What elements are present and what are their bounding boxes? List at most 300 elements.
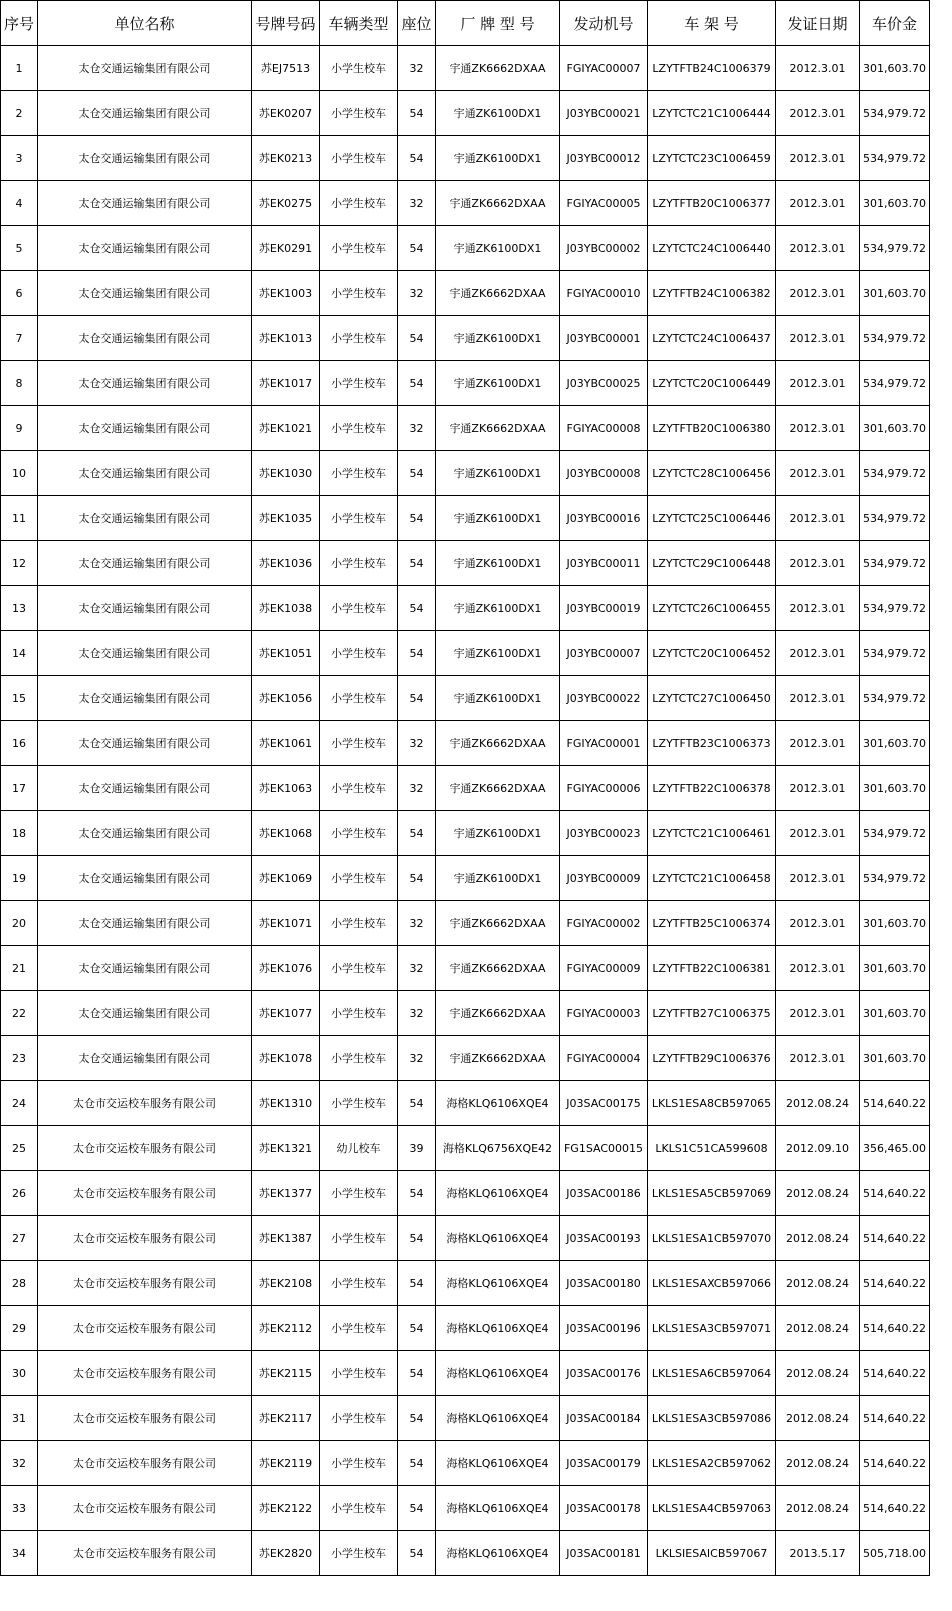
plate-number-cell: 苏EK2112 [252,1306,320,1351]
engine-number-cell: J03YBC00002 [560,226,648,271]
unit-name-cell: 太仓市交运校车服务有限公司 [38,1441,252,1486]
price-cell: 534,979.72 [860,316,930,361]
chassis-number-cell: LZYTCTC26C1006455 [648,586,776,631]
model-cell: 宇通ZK6100DX1 [436,676,560,721]
plate-number-cell: 苏EK1056 [252,676,320,721]
issue-date-cell: 2012.09.10 [776,1126,860,1171]
unit-name-cell: 太仓交通运输集团有限公司 [38,1036,252,1081]
engine-number-cell: J03YBC00025 [560,361,648,406]
engine-number-cell: J03SAC00196 [560,1306,648,1351]
row-index: 13 [1,586,38,631]
vehicle-type-cell: 小学生校车 [320,316,398,361]
seats-cell: 54 [398,1531,436,1576]
price-cell: 301,603.70 [860,991,930,1036]
vehicle-type-cell: 小学生校车 [320,1486,398,1531]
chassis-number-cell: LZYTCTC25C1006446 [648,496,776,541]
header-vehicle-type: 车辆类型 [320,1,398,46]
unit-name-cell: 太仓交通运输集团有限公司 [38,136,252,181]
model-cell: 宇通ZK6662DXAA [436,991,560,1036]
chassis-number-cell: LZYTCTC23C1006459 [648,136,776,181]
row-index: 14 [1,631,38,676]
model-cell: 海格KLQ6106XQE4 [436,1216,560,1261]
model-cell: 宇通ZK6662DXAA [436,271,560,316]
price-cell: 301,603.70 [860,271,930,316]
unit-name-cell: 太仓市交运校车服务有限公司 [38,1216,252,1261]
chassis-number-cell: LZYTCTC20C1006452 [648,631,776,676]
seats-cell: 32 [398,181,436,226]
issue-date-cell: 2012.3.01 [776,811,860,856]
plate-number-cell: 苏EK0207 [252,91,320,136]
engine-number-cell: FGIYAC00005 [560,181,648,226]
plate-number-cell: 苏EK1013 [252,316,320,361]
plate-number-cell: 苏EK1038 [252,586,320,631]
table-row [1,46,930,91]
plate-number-cell: 苏EK1076 [252,946,320,991]
issue-date-cell: 2012.3.01 [776,856,860,901]
table-row [1,1171,930,1216]
seats-cell: 54 [398,1216,436,1261]
row-index: 20 [1,901,38,946]
issue-date-cell: 2012.08.24 [776,1261,860,1306]
price-cell: 514,640.22 [860,1351,930,1396]
seats-cell: 54 [398,1306,436,1351]
table-row [1,541,930,586]
vehicle-type-cell: 小学生校车 [320,181,398,226]
price-cell: 514,640.22 [860,1216,930,1261]
chassis-number-cell: LZYTFTB25C1006374 [648,901,776,946]
row-index: 2 [1,91,38,136]
model-cell: 宇通ZK6662DXAA [436,181,560,226]
table-row [1,766,930,811]
header-index: 序号 [1,1,38,46]
table-row [1,1216,930,1261]
engine-number-cell: J03SAC00186 [560,1171,648,1216]
issue-date-cell: 2012.08.24 [776,1306,860,1351]
vehicle-type-cell: 小学生校车 [320,1351,398,1396]
issue-date-cell: 2012.3.01 [776,901,860,946]
row-index: 3 [1,136,38,181]
price-cell: 534,979.72 [860,361,930,406]
issue-date-cell: 2012.08.24 [776,1486,860,1531]
vehicle-type-cell: 小学生校车 [320,721,398,766]
chassis-number-cell: LKLS1ESA2CB597062 [648,1441,776,1486]
model-cell: 宇通ZK6662DXAA [436,1036,560,1081]
table-body [1,46,930,1576]
plate-number-cell: 苏EK1051 [252,631,320,676]
seats-cell: 54 [398,586,436,631]
chassis-number-cell: LZYTCTC20C1006449 [648,361,776,406]
table-row [1,496,930,541]
price-cell: 514,640.22 [860,1261,930,1306]
table-row [1,181,930,226]
row-index: 6 [1,271,38,316]
seats-cell: 54 [398,361,436,406]
table-row [1,271,930,316]
row-index: 32 [1,1441,38,1486]
engine-number-cell: FGIYAC00002 [560,901,648,946]
price-cell: 534,979.72 [860,856,930,901]
chassis-number-cell: LKLS1ESA3CB597086 [648,1396,776,1441]
model-cell: 海格KLQ6756XQE42 [436,1126,560,1171]
table-row [1,226,930,271]
issue-date-cell: 2012.3.01 [776,496,860,541]
unit-name-cell: 太仓交通运输集团有限公司 [38,496,252,541]
chassis-number-cell: LZYTFTB20C1006380 [648,406,776,451]
engine-number-cell: FGIYAC00003 [560,991,648,1036]
chassis-number-cell: LKLSIESAICB597067 [648,1531,776,1576]
price-cell: 356,465.00 [860,1126,930,1171]
row-index: 33 [1,1486,38,1531]
engine-number-cell: FGIYAC00010 [560,271,648,316]
model-cell: 海格KLQ6106XQE4 [436,1441,560,1486]
price-cell: 301,603.70 [860,406,930,451]
vehicle-type-cell: 幼儿校车 [320,1126,398,1171]
model-cell: 海格KLQ6106XQE4 [436,1306,560,1351]
seats-cell: 54 [398,1351,436,1396]
row-index: 30 [1,1351,38,1396]
table-row [1,631,930,676]
unit-name-cell: 太仓交通运输集团有限公司 [38,946,252,991]
issue-date-cell: 2012.08.24 [776,1396,860,1441]
row-index: 17 [1,766,38,811]
issue-date-cell: 2012.3.01 [776,406,860,451]
row-index: 25 [1,1126,38,1171]
table-row [1,361,930,406]
row-index: 22 [1,991,38,1036]
table-row [1,136,930,181]
plate-number-cell: 苏EK1021 [252,406,320,451]
engine-number-cell: J03YBC00012 [560,136,648,181]
vehicle-type-cell: 小学生校车 [320,496,398,541]
model-cell: 宇通ZK6100DX1 [436,361,560,406]
plate-number-cell: 苏EK2115 [252,1351,320,1396]
chassis-number-cell: LKLS1C51CA599608 [648,1126,776,1171]
chassis-number-cell: LKLS1ESA8CB597065 [648,1081,776,1126]
seats-cell: 32 [398,406,436,451]
vehicle-type-cell: 小学生校车 [320,946,398,991]
vehicle-type-cell: 小学生校车 [320,226,398,271]
vehicle-type-cell: 小学生校车 [320,1441,398,1486]
plate-number-cell: 苏EK2117 [252,1396,320,1441]
price-cell: 514,640.22 [860,1396,930,1441]
seats-cell: 32 [398,46,436,91]
vehicle-type-cell: 小学生校车 [320,901,398,946]
chassis-number-cell: LKLS1ESA1CB597070 [648,1216,776,1261]
vehicle-type-cell: 小学生校车 [320,811,398,856]
row-index: 7 [1,316,38,361]
row-index: 15 [1,676,38,721]
row-index: 19 [1,856,38,901]
plate-number-cell: 苏EK1321 [252,1126,320,1171]
model-cell: 海格KLQ6106XQE4 [436,1396,560,1441]
unit-name-cell: 太仓交通运输集团有限公司 [38,271,252,316]
chassis-number-cell: LZYTFTB20C1006377 [648,181,776,226]
seats-cell: 54 [398,631,436,676]
engine-number-cell: J03YBC00011 [560,541,648,586]
issue-date-cell: 2012.08.24 [776,1351,860,1396]
model-cell: 宇通ZK6100DX1 [436,496,560,541]
seats-cell: 54 [398,496,436,541]
price-cell: 301,603.70 [860,946,930,991]
model-cell: 宇通ZK6100DX1 [436,586,560,631]
table-row [1,1351,930,1396]
unit-name-cell: 太仓交通运输集团有限公司 [38,226,252,271]
plate-number-cell: 苏EK1078 [252,1036,320,1081]
plate-number-cell: 苏EK0291 [252,226,320,271]
unit-name-cell: 太仓交通运输集团有限公司 [38,811,252,856]
price-cell: 301,603.70 [860,181,930,226]
price-cell: 534,979.72 [860,451,930,496]
model-cell: 宇通ZK6100DX1 [436,541,560,586]
plate-number-cell: 苏EK1063 [252,766,320,811]
row-index: 31 [1,1396,38,1441]
issue-date-cell: 2012.3.01 [776,946,860,991]
row-index: 23 [1,1036,38,1081]
engine-number-cell: J03YBC00007 [560,631,648,676]
price-cell: 505,718.00 [860,1531,930,1576]
table-row [1,676,930,721]
table-row [1,1261,930,1306]
row-index: 10 [1,451,38,496]
model-cell: 宇通ZK6100DX1 [436,451,560,496]
header-plate-number: 号牌号码 [252,1,320,46]
plate-number-cell: 苏EK1077 [252,991,320,1036]
issue-date-cell: 2012.3.01 [776,586,860,631]
unit-name-cell: 太仓市交运校车服务有限公司 [38,1396,252,1441]
price-cell: 534,979.72 [860,811,930,856]
table-row [1,586,930,631]
vehicle-type-cell: 小学生校车 [320,451,398,496]
engine-number-cell: FGIYAC00007 [560,46,648,91]
chassis-number-cell: LZYTCTC21C1006458 [648,856,776,901]
chassis-number-cell: LZYTFTB23C1006373 [648,721,776,766]
chassis-number-cell: LZYTCTC28C1006456 [648,451,776,496]
plate-number-cell: 苏EK1036 [252,541,320,586]
seats-cell: 54 [398,1396,436,1441]
vehicle-type-cell: 小学生校车 [320,1396,398,1441]
issue-date-cell: 2012.08.24 [776,1171,860,1216]
engine-number-cell: J03SAC00176 [560,1351,648,1396]
seats-cell: 32 [398,901,436,946]
model-cell: 海格KLQ6106XQE4 [436,1261,560,1306]
chassis-number-cell: LZYTCTC27C1006450 [648,676,776,721]
price-cell: 301,603.70 [860,901,930,946]
chassis-number-cell: LZYTCTC24C1006437 [648,316,776,361]
row-index: 5 [1,226,38,271]
model-cell: 宇通ZK6662DXAA [436,406,560,451]
seats-cell: 32 [398,766,436,811]
model-cell: 宇通ZK6100DX1 [436,226,560,271]
price-cell: 514,640.22 [860,1306,930,1351]
engine-number-cell: J03YBC00008 [560,451,648,496]
unit-name-cell: 太仓交通运输集团有限公司 [38,406,252,451]
vehicle-type-cell: 小学生校车 [320,271,398,316]
plate-number-cell: 苏EK0213 [252,136,320,181]
plate-number-cell: 苏EK1069 [252,856,320,901]
table-row [1,1306,930,1351]
plate-number-cell: 苏EK0275 [252,181,320,226]
issue-date-cell: 2012.08.24 [776,1081,860,1126]
row-index: 4 [1,181,38,226]
unit-name-cell: 太仓市交运校车服务有限公司 [38,1306,252,1351]
engine-number-cell: FGIYAC00006 [560,766,648,811]
seats-cell: 54 [398,541,436,586]
issue-date-cell: 2012.3.01 [776,541,860,586]
seats-cell: 32 [398,721,436,766]
header-issue-date: 发证日期 [776,1,860,46]
engine-number-cell: FGIYAC00001 [560,721,648,766]
header-seats: 座位 [398,1,436,46]
seats-cell: 54 [398,1171,436,1216]
vehicle-type-cell: 小学生校车 [320,136,398,181]
chassis-number-cell: LKLS1ESA3CB597071 [648,1306,776,1351]
seats-cell: 54 [398,136,436,181]
plate-number-cell: 苏EK1071 [252,901,320,946]
plate-number-cell: 苏EK1377 [252,1171,320,1216]
unit-name-cell: 太仓交通运输集团有限公司 [38,316,252,361]
model-cell: 宇通ZK6100DX1 [436,91,560,136]
unit-name-cell: 太仓市交运校车服务有限公司 [38,1261,252,1306]
price-cell: 534,979.72 [860,586,930,631]
issue-date-cell: 2012.08.24 [776,1441,860,1486]
header-vehicle-price: 车价金 [860,1,930,46]
price-cell: 301,603.70 [860,1036,930,1081]
engine-number-cell: J03YBC00021 [560,91,648,136]
seats-cell: 54 [398,226,436,271]
issue-date-cell: 2012.08.24 [776,1216,860,1261]
row-index: 24 [1,1081,38,1126]
plate-number-cell: 苏EK1310 [252,1081,320,1126]
price-cell: 534,979.72 [860,631,930,676]
seats-cell: 54 [398,676,436,721]
model-cell: 宇通ZK6100DX1 [436,136,560,181]
row-index: 16 [1,721,38,766]
vehicle-type-cell: 小学生校车 [320,1036,398,1081]
vehicle-type-cell: 小学生校车 [320,586,398,631]
header-row [1,1,930,46]
plate-number-cell: 苏EK2820 [252,1531,320,1576]
seats-cell: 54 [398,856,436,901]
price-cell: 301,603.70 [860,766,930,811]
model-cell: 海格KLQ6106XQE4 [436,1171,560,1216]
table-row [1,1531,930,1576]
unit-name-cell: 太仓交通运输集团有限公司 [38,766,252,811]
model-cell: 宇通ZK6662DXAA [436,46,560,91]
plate-number-cell: 苏EK1017 [252,361,320,406]
table-row [1,721,930,766]
unit-name-cell: 太仓市交运校车服务有限公司 [38,1351,252,1396]
unit-name-cell: 太仓交通运输集团有限公司 [38,451,252,496]
unit-name-cell: 太仓市交运校车服务有限公司 [38,1081,252,1126]
vehicle-type-cell: 小学生校车 [320,1531,398,1576]
vehicle-type-cell: 小学生校车 [320,91,398,136]
vehicle-type-cell: 小学生校车 [320,1216,398,1261]
seats-cell: 54 [398,811,436,856]
table-row [1,1036,930,1081]
unit-name-cell: 太仓市交运校车服务有限公司 [38,1126,252,1171]
table-row [1,91,930,136]
plate-number-cell: 苏EK2119 [252,1441,320,1486]
table-row [1,856,930,901]
engine-number-cell: J03YBC00022 [560,676,648,721]
issue-date-cell: 2012.3.01 [776,271,860,316]
vehicle-type-cell: 小学生校车 [320,361,398,406]
row-index: 29 [1,1306,38,1351]
plate-number-cell: 苏EK1035 [252,496,320,541]
engine-number-cell: J03YBC00001 [560,316,648,361]
chassis-number-cell: LZYTFTB27C1006375 [648,991,776,1036]
price-cell: 534,979.72 [860,226,930,271]
engine-number-cell: J03YBC00023 [560,811,648,856]
issue-date-cell: 2012.3.01 [776,721,860,766]
table-row [1,946,930,991]
row-index: 12 [1,541,38,586]
chassis-number-cell: LKLS1ESA6CB597064 [648,1351,776,1396]
vehicle-type-cell: 小学生校车 [320,676,398,721]
price-cell: 301,603.70 [860,46,930,91]
model-cell: 宇通ZK6100DX1 [436,631,560,676]
unit-name-cell: 太仓市交运校车服务有限公司 [38,1531,252,1576]
price-cell: 514,640.22 [860,1441,930,1486]
row-index: 21 [1,946,38,991]
row-index: 8 [1,361,38,406]
issue-date-cell: 2012.3.01 [776,46,860,91]
vehicle-type-cell: 小学生校车 [320,1081,398,1126]
model-cell: 海格KLQ6106XQE4 [436,1081,560,1126]
price-cell: 534,979.72 [860,136,930,181]
seats-cell: 54 [398,316,436,361]
plate-number-cell: 苏EK1068 [252,811,320,856]
plate-number-cell: 苏EK1061 [252,721,320,766]
vehicle-type-cell: 小学生校车 [320,1261,398,1306]
model-cell: 宇通ZK6662DXAA [436,946,560,991]
engine-number-cell: J03SAC00180 [560,1261,648,1306]
issue-date-cell: 2012.3.01 [776,91,860,136]
vehicle-type-cell: 小学生校车 [320,631,398,676]
chassis-number-cell: LZYTCTC21C1006444 [648,91,776,136]
chassis-number-cell: LZYTFTB24C1006379 [648,46,776,91]
issue-date-cell: 2012.3.01 [776,181,860,226]
unit-name-cell: 太仓交通运输集团有限公司 [38,91,252,136]
vehicle-type-cell: 小学生校车 [320,541,398,586]
issue-date-cell: 2012.3.01 [776,226,860,271]
issue-date-cell: 2012.3.01 [776,1036,860,1081]
issue-date-cell: 2012.3.01 [776,991,860,1036]
chassis-number-cell: LKLS1ESA5CB597069 [648,1171,776,1216]
issue-date-cell: 2012.3.01 [776,676,860,721]
engine-number-cell: J03YBC00016 [560,496,648,541]
price-cell: 534,979.72 [860,541,930,586]
vehicle-type-cell: 小学生校车 [320,856,398,901]
model-cell: 海格KLQ6106XQE4 [436,1486,560,1531]
chassis-number-cell: LZYTFTB24C1006382 [648,271,776,316]
model-cell: 宇通ZK6662DXAA [436,721,560,766]
price-cell: 534,979.72 [860,91,930,136]
header-model: 厂 牌 型 号 [436,1,560,46]
model-cell: 宇通ZK6662DXAA [436,901,560,946]
plate-number-cell: 苏EK1387 [252,1216,320,1261]
model-cell: 宇通ZK6100DX1 [436,316,560,361]
table-row [1,316,930,361]
plate-number-cell: 苏EJ7513 [252,46,320,91]
unit-name-cell: 太仓交通运输集团有限公司 [38,856,252,901]
unit-name-cell: 太仓交通运输集团有限公司 [38,991,252,1036]
seats-cell: 54 [398,91,436,136]
unit-name-cell: 太仓交通运输集团有限公司 [38,631,252,676]
unit-name-cell: 太仓交通运输集团有限公司 [38,181,252,226]
chassis-number-cell: LKLS1ESA4CB597063 [648,1486,776,1531]
engine-number-cell: J03YBC00019 [560,586,648,631]
